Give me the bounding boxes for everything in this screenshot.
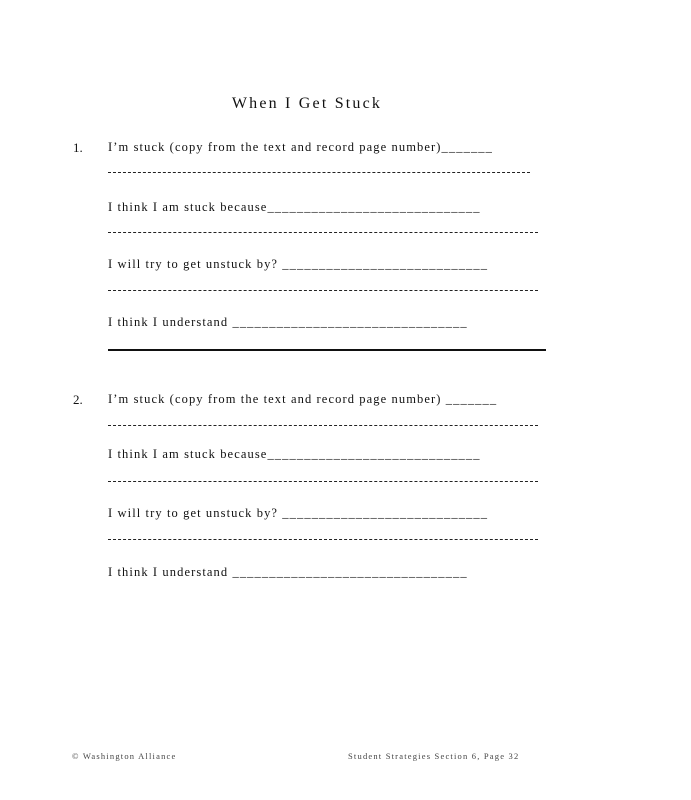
section-2-number: 2. (73, 392, 83, 407)
footer-page-reference: Student Strategies Section 6, Page 32 (348, 751, 520, 761)
section-2-understand-prompt: I think I understand ________________________________ (108, 565, 468, 579)
section-1-stuck-prompt: I’m stuck (copy from the text and record page number)_______ (108, 140, 493, 154)
section-2-stuck-answer-line (108, 425, 538, 426)
footer-copyright: © Washington Alliance (72, 751, 177, 761)
section-1-because-prompt: I think I am stuck because_____________________________ (108, 200, 481, 214)
section-2-try-prompt: I will try to get unstuck by? ____________________________ (108, 506, 489, 520)
section-1-try-answer-line (108, 290, 538, 291)
section-2-stuck-prompt: I’m stuck (copy from the text and record page number) _______ (108, 392, 498, 406)
section-divider (108, 349, 546, 351)
section-1-understand-prompt: I think I understand ________________________________ (108, 315, 468, 329)
page-title: When I Get Stuck (231, 95, 383, 112)
section-1-number: 1. (73, 140, 83, 155)
section-1-try-prompt: I will try to get unstuck by? ____________________________ (108, 257, 489, 271)
section-2-try-answer-line (108, 539, 538, 540)
section-1-because-answer-line (108, 232, 538, 233)
section-2-because-prompt: I think I am stuck because_____________________________ (108, 447, 481, 461)
section-2-because-answer-line (108, 481, 538, 482)
section-1-stuck-answer-line (108, 172, 530, 173)
